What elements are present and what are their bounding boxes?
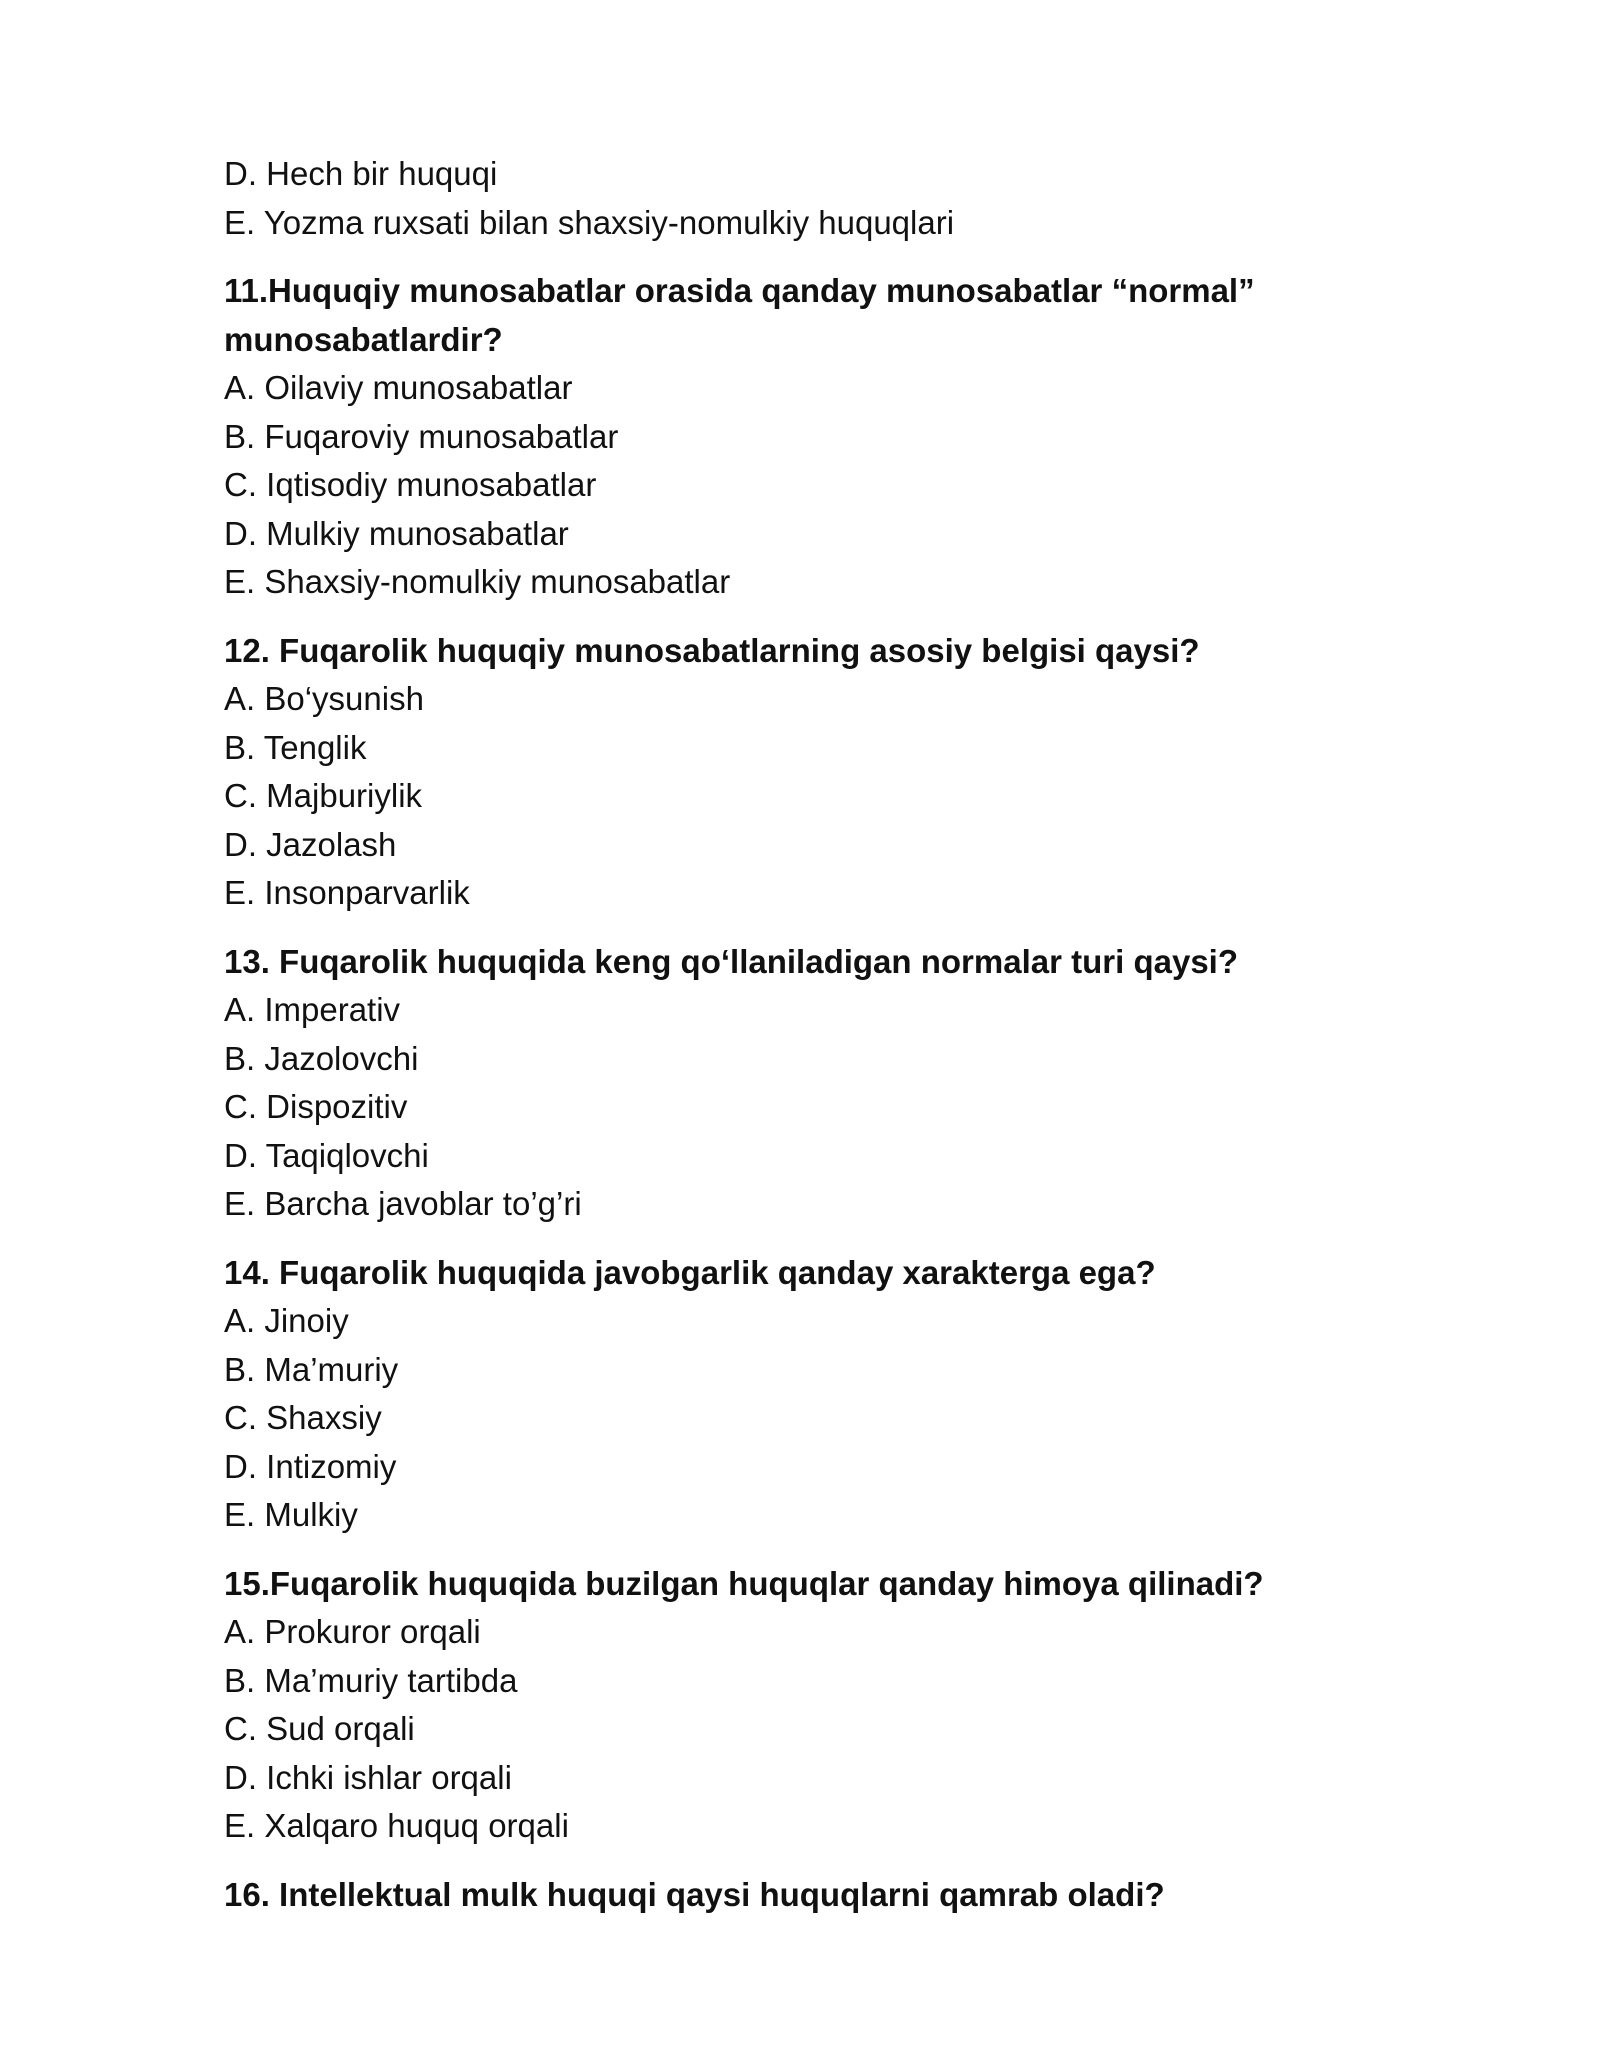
- option-line: B. Fuqaroviy munosabatlar: [224, 417, 619, 455]
- option-line: C. Iqtisodiy munosabatlar: [224, 466, 597, 503]
- question-block-13: [224, 938, 1404, 1229]
- document-content: [224, 150, 1404, 1919]
- option-line: C. Shaxsiy: [224, 1399, 382, 1436]
- question-text: 12. Fuqarolik huquqiy munosabatlarning asosiy belgisi qaysi?: [224, 631, 1200, 669]
- option-line: A. Jinoiy: [224, 1302, 349, 1339]
- question-text: 13. Fuqarolik huquqida keng qo‘llaniladigan normalar turi qaysi?: [224, 942, 1238, 980]
- question-text: 16. Intellektual mulk huquqi qaysi huquqlarni qamrab oladi?: [224, 1875, 1165, 1913]
- option-line: E. Xalqaro huquq orqali: [224, 1807, 569, 1844]
- option-line: B. Jazolovchi: [224, 1039, 419, 1077]
- option-line: D. Intizomiy: [224, 1447, 397, 1485]
- option-line: C. Sud orqali: [224, 1710, 415, 1747]
- option-line: A. Prokuror orqali: [224, 1613, 481, 1650]
- carryover-options: [224, 150, 1404, 247]
- option-line: D. Hech bir huquqi: [224, 155, 498, 192]
- option-line: A. Imperativ: [224, 991, 401, 1028]
- option-line: E. Barcha javoblar to’g’ri: [224, 1185, 582, 1222]
- question-block-12: [224, 627, 1404, 918]
- option-line: D. Taqiqlovchi: [224, 1136, 429, 1174]
- option-line: D. Jazolash: [224, 825, 397, 863]
- option-line: E. Mulkiy: [224, 1496, 358, 1533]
- question-block-15: [224, 1560, 1404, 1851]
- question-block-16: [224, 1871, 1404, 1920]
- option-line: A. Oilaviy munosabatlar: [224, 369, 573, 406]
- option-line: C. Majburiylik: [224, 777, 423, 814]
- option-line: E. Yozma ruxsati bilan shaxsiy-nomulkiy huquqlari: [224, 203, 955, 241]
- option-line: B. Ma’muriy tartibda: [224, 1661, 518, 1699]
- option-line: D. Mulkiy munosabatlar: [224, 514, 569, 552]
- question-block-11: [224, 267, 1404, 607]
- question-text: 14. Fuqarolik huquqida javobgarlik qanday xarakterga ega?: [224, 1253, 1156, 1291]
- option-line: E. Insonparvarlik: [224, 874, 470, 911]
- option-line: D. Ichki ishlar orqali: [224, 1758, 512, 1796]
- question-text: 11.Huquqiy munosabatlar orasida qanday munosabatlar “normal” munosabatlardir?: [224, 272, 1255, 358]
- question-text: 15.Fuqarolik huquqida buzilgan huquqlar qanday himoya qilinadi?: [224, 1564, 1264, 1602]
- question-block-14: [224, 1249, 1404, 1540]
- option-line: B. Ma’muriy: [224, 1350, 399, 1388]
- option-line: A. Bo‘ysunish: [224, 680, 424, 717]
- option-line: B. Tenglik: [224, 728, 367, 766]
- option-line: E. Shaxsiy-nomulkiy munosabatlar: [224, 563, 731, 600]
- option-line: C. Dispozitiv: [224, 1088, 408, 1125]
